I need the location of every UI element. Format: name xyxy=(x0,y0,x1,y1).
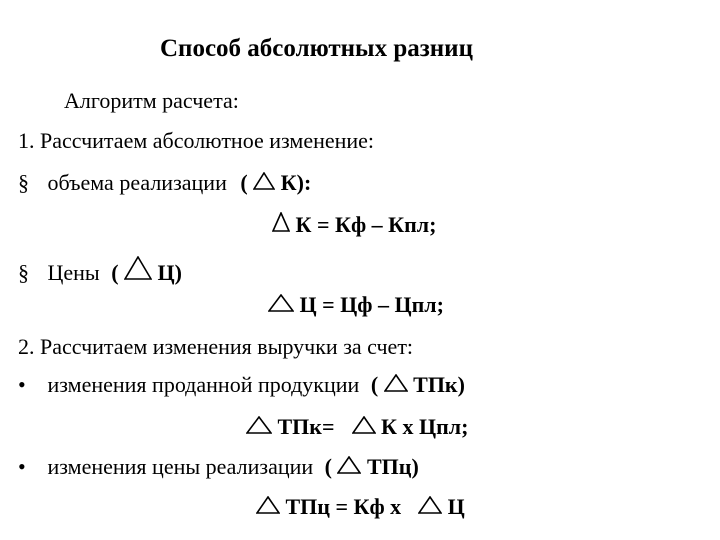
formula-volume xyxy=(272,212,436,238)
paren-open: ( xyxy=(324,454,332,479)
delta-triangle-icon xyxy=(384,374,408,392)
bullet-text: объема реализации xyxy=(47,170,227,195)
formula-price xyxy=(268,292,444,318)
formula-text: Ц = Цф – Цпл; xyxy=(299,292,444,317)
delta-triangle-icon xyxy=(124,256,152,280)
formula-part-1: ТПц = Кф х xyxy=(285,494,402,519)
step-text: Рассчитаем изменения выручки за счет: xyxy=(40,334,414,359)
formula-part-1: ТПк= xyxy=(277,414,335,439)
delta-triangle-icon xyxy=(256,496,280,514)
symbol: Ц) xyxy=(157,260,182,285)
bullet-price-change xyxy=(18,454,419,480)
delta-triangle-icon xyxy=(418,496,442,514)
symbol: К): xyxy=(280,170,312,195)
formula-product-change xyxy=(246,414,468,440)
step-number: 2. xyxy=(18,334,35,359)
bullet-marker: • xyxy=(18,372,26,397)
bullet-text: изменения цены реализации xyxy=(47,454,314,479)
bullet-marker: • xyxy=(18,454,26,479)
paren-open: ( xyxy=(240,170,248,195)
delta-triangle-icon xyxy=(337,456,361,474)
paren-open: ( xyxy=(370,372,379,397)
bullet-text: Цены xyxy=(47,260,100,285)
formula-price-change xyxy=(256,494,465,520)
bullet-marker: § xyxy=(18,260,29,285)
bullet-price xyxy=(18,256,182,286)
formula-part-2: Ц xyxy=(447,494,465,519)
formula-part-2: К х Цпл; xyxy=(381,414,469,439)
symbol: ТПк) xyxy=(413,372,465,397)
delta-triangle-icon xyxy=(253,172,275,190)
page-title: Способ абсолютных разниц xyxy=(160,35,473,62)
step-number: 1. xyxy=(18,128,35,153)
delta-triangle-icon xyxy=(246,416,272,434)
step-2 xyxy=(18,334,413,360)
step-1 xyxy=(18,128,374,154)
step-text: Рассчитаем абсолютное изменение: xyxy=(40,128,375,153)
paren-open: ( xyxy=(111,260,119,285)
delta-triangle-icon xyxy=(352,416,376,434)
bullet-product-change xyxy=(18,372,465,398)
bullet-volume xyxy=(18,170,311,196)
bullet-marker: § xyxy=(18,170,29,195)
symbol: ТПц) xyxy=(366,454,419,479)
delta-triangle-icon xyxy=(268,294,294,312)
bullet-text: изменения проданной продукции xyxy=(47,372,360,397)
formula-text: К = Кф – Кпл; xyxy=(295,212,437,237)
delta-triangle-icon xyxy=(272,212,290,232)
subtitle: Алгоритм расчета: xyxy=(64,88,239,113)
